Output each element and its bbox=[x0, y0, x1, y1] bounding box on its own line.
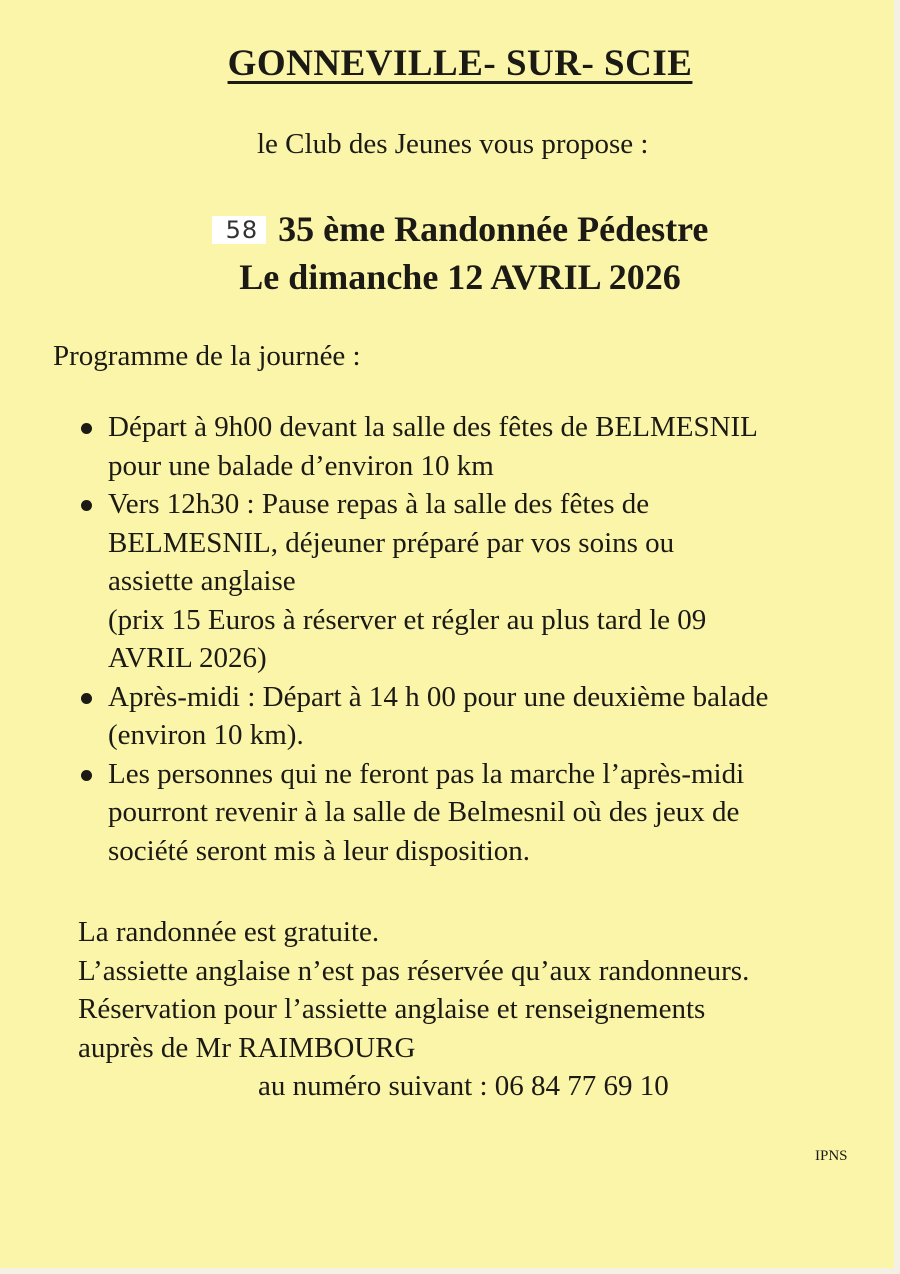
event-title bbox=[0, 208, 900, 250]
list-item-line: (environ 10 km). bbox=[108, 719, 304, 751]
list-item-line: Après-midi : Départ à 14 h 00 pour une deuxième balade bbox=[108, 680, 769, 713]
event-title-text: 35 ème Randonnée Pédestre bbox=[278, 209, 709, 249]
ipns-label: IPNS bbox=[815, 1148, 848, 1164]
list-item-line: société seront mis à leur disposition. bbox=[108, 834, 531, 867]
list-item-line: pourront revenir à la salle de Belmesnil où des jeux de bbox=[108, 796, 740, 828]
list-item bbox=[78, 408, 868, 485]
list-item-line: BELMESNIL, déjeuner préparé par vos soins ou bbox=[108, 526, 675, 559]
event-date: Le dimanche 12 AVRIL 2026 bbox=[239, 257, 681, 297]
list-item-line: pour une balade d’environ 10 km bbox=[108, 449, 494, 482]
intro-text: le Club des Jeunes vous propose : bbox=[257, 128, 649, 160]
list-item-line: Vers 12h30 : Pause repas à la salle des fêtes de bbox=[108, 488, 650, 520]
program-label: Programme de la journée : bbox=[53, 340, 361, 372]
footer-info bbox=[78, 913, 749, 1106]
bullet-icon bbox=[81, 423, 92, 434]
program-list bbox=[78, 408, 868, 870]
phone-number: au numéro suivant : 06 84 77 69 10 bbox=[258, 1070, 669, 1102]
bullet-icon bbox=[81, 693, 92, 704]
list-item-line: AVRIL 2026) bbox=[108, 642, 267, 674]
contact-name: auprès de Mr RAIMBOURG bbox=[78, 1031, 416, 1064]
reservation-note: Réservation pour l’assiette anglaise et renseignements bbox=[78, 993, 706, 1025]
list-item bbox=[78, 485, 868, 678]
list-item-line: Départ à 9h00 devant la salle des fêtes de BELMESNIL bbox=[108, 411, 758, 443]
handwritten-number: 58 bbox=[212, 216, 267, 244]
list-item bbox=[78, 678, 868, 755]
list-item bbox=[78, 755, 868, 871]
bullet-icon bbox=[81, 770, 92, 781]
list-item-line: (prix 15 Euros à réserver et régler au plus tard le 09 bbox=[108, 603, 707, 636]
list-item-line: assiette anglaise bbox=[108, 565, 296, 597]
plate-note: L’assiette anglaise n’est pas réservée qu’aux randonneurs. bbox=[78, 954, 750, 987]
town-title: GONNEVILLE- SUR- SCIE bbox=[227, 43, 693, 84]
bullet-icon bbox=[81, 500, 92, 511]
list-item-line: Les personnes qui ne feront pas la marche l’après-midi bbox=[108, 757, 745, 790]
free-note: La randonnée est gratuite. bbox=[78, 916, 380, 948]
